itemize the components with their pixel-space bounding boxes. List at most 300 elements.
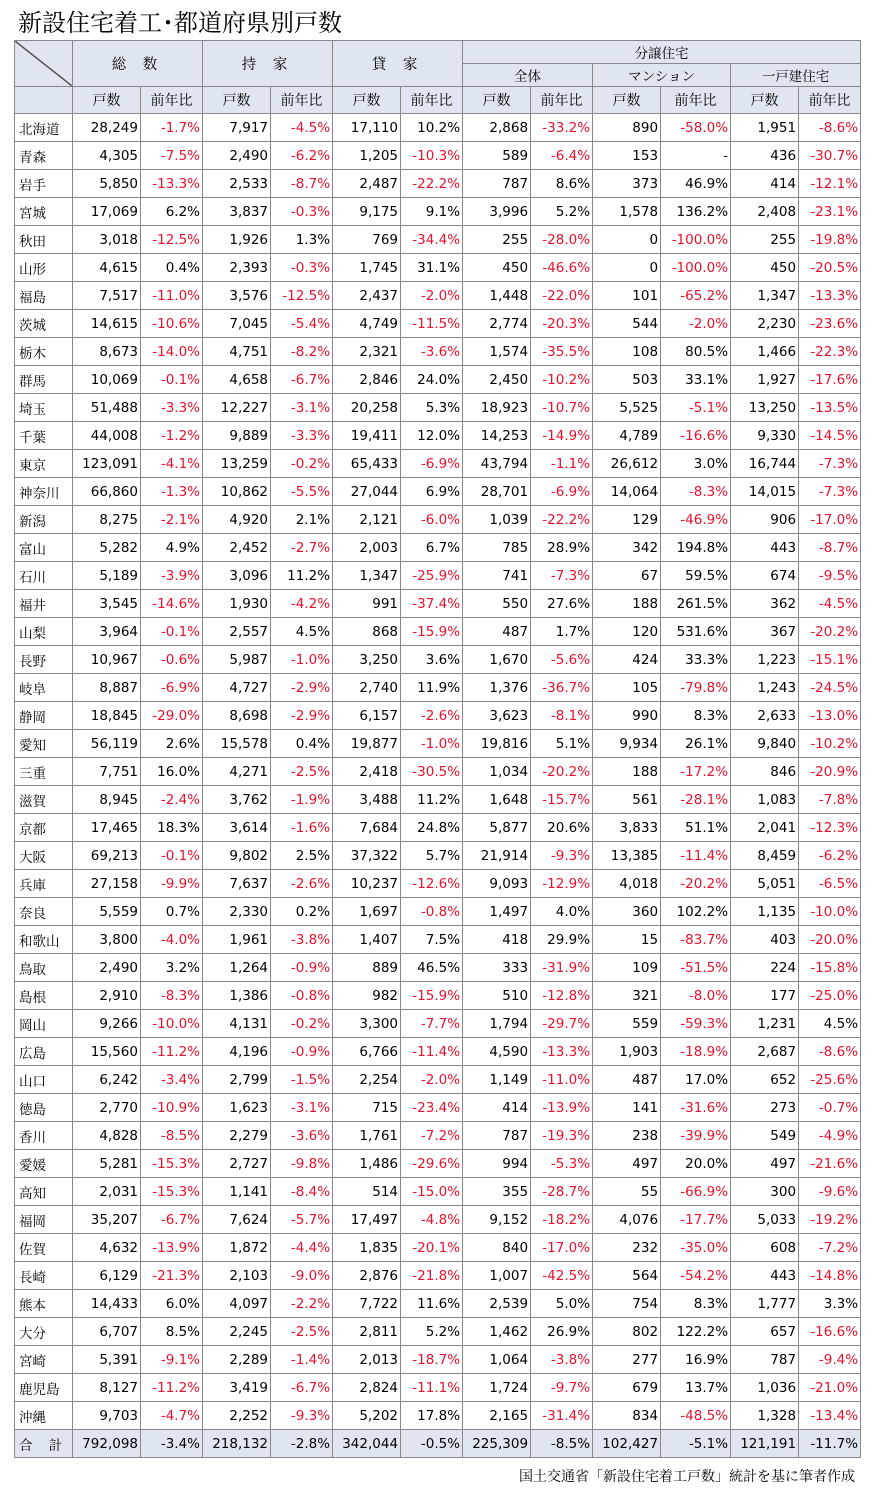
own-units-cell: 3,419 <box>203 1374 271 1402</box>
rent-units-cell: 4,749 <box>333 310 401 338</box>
total-units-cell: 6,707 <box>73 1318 141 1346</box>
mansion-yoy-cell: 13.7% <box>661 1374 731 1402</box>
own-units-cell: 4,920 <box>203 506 271 534</box>
table-row <box>15 506 861 534</box>
detached-units-cell: 787 <box>731 1346 799 1374</box>
table-row <box>15 618 861 646</box>
mansion-units-cell: 102,427 <box>593 1430 661 1458</box>
detached-yoy-cell: -30.7% <box>799 142 861 170</box>
detached-units-cell: 906 <box>731 506 799 534</box>
detached-yoy-cell: -20.5% <box>799 254 861 282</box>
total-yoy-cell: -8.3% <box>141 982 203 1010</box>
total-yoy-cell: -1.2% <box>141 422 203 450</box>
table-row <box>15 814 861 842</box>
own-units-cell: 3,576 <box>203 282 271 310</box>
own-yoy-cell: -0.9% <box>271 1038 333 1066</box>
total-yoy-cell: 16.0% <box>141 758 203 786</box>
rent-yoy-cell: -1.0% <box>401 730 463 758</box>
mansion-yoy-cell: 3.0% <box>661 450 731 478</box>
mansion-yoy-cell: 33.3% <box>661 646 731 674</box>
own-units-cell: 2,279 <box>203 1122 271 1150</box>
sale-all-units-cell: 43,794 <box>463 450 531 478</box>
header-units: 戸数 <box>203 87 271 114</box>
rent-units-cell: 2,876 <box>333 1262 401 1290</box>
sale-all-units-cell: 450 <box>463 254 531 282</box>
sale-all-yoy-cell: -8.5% <box>531 1430 593 1458</box>
total-units-cell: 44,008 <box>73 422 141 450</box>
own-units-cell: 2,557 <box>203 618 271 646</box>
detached-yoy-cell: -25.0% <box>799 982 861 1010</box>
own-yoy-cell: -6.7% <box>271 1374 333 1402</box>
mansion-units-cell: 14,064 <box>593 478 661 506</box>
sale-all-yoy-cell: -15.7% <box>531 786 593 814</box>
own-yoy-cell: 4.5% <box>271 618 333 646</box>
sale-all-yoy-cell: -19.3% <box>531 1122 593 1150</box>
rent-units-cell: 1,205 <box>333 142 401 170</box>
detached-units-cell: 608 <box>731 1234 799 1262</box>
table-row <box>15 310 861 338</box>
table-row <box>15 338 861 366</box>
rent-units-cell: 889 <box>333 954 401 982</box>
detached-units-cell: 674 <box>731 562 799 590</box>
mansion-yoy-cell: -79.8% <box>661 674 731 702</box>
sale-all-units-cell: 9,152 <box>463 1206 531 1234</box>
detached-yoy-cell: -8.6% <box>799 114 861 142</box>
table-row <box>15 1374 861 1402</box>
mansion-yoy-cell: 26.1% <box>661 730 731 758</box>
prefecture-cell: 高知 <box>15 1178 73 1206</box>
sale-all-yoy-cell: 4.0% <box>531 898 593 926</box>
prefecture-cell: 鹿児島 <box>15 1374 73 1402</box>
sale-all-units-cell: 1,462 <box>463 1318 531 1346</box>
sale-all-units-cell: 787 <box>463 170 531 198</box>
own-units-cell: 2,330 <box>203 898 271 926</box>
rent-yoy-cell: -12.6% <box>401 870 463 898</box>
header-blank <box>15 87 73 114</box>
own-yoy-cell: -6.7% <box>271 366 333 394</box>
total-yoy-cell: -6.9% <box>141 674 203 702</box>
table-row <box>15 226 861 254</box>
total-yoy-cell: -1.3% <box>141 478 203 506</box>
detached-yoy-cell: -12.3% <box>799 814 861 842</box>
total-units-cell: 2,770 <box>73 1094 141 1122</box>
detached-units-cell: 16,744 <box>731 450 799 478</box>
detached-yoy-cell: -7.2% <box>799 1234 861 1262</box>
total-units-cell: 2,031 <box>73 1178 141 1206</box>
header-units: 戸数 <box>73 87 141 114</box>
detached-units-cell: 1,036 <box>731 1374 799 1402</box>
mansion-units-cell: 109 <box>593 954 661 982</box>
total-units-cell: 8,275 <box>73 506 141 534</box>
mansion-units-cell: 105 <box>593 674 661 702</box>
table-row <box>15 478 861 506</box>
rent-units-cell: 20,258 <box>333 394 401 422</box>
own-yoy-cell: -9.0% <box>271 1262 333 1290</box>
mansion-yoy-cell: -16.6% <box>661 422 731 450</box>
mansion-yoy-cell: 102.2% <box>661 898 731 926</box>
table-row <box>15 254 861 282</box>
table-row <box>15 142 861 170</box>
table-row <box>15 282 861 310</box>
table-row <box>15 926 861 954</box>
total-units-cell: 7,517 <box>73 282 141 310</box>
total-yoy-cell: 3.2% <box>141 954 203 982</box>
header-units: 戸数 <box>731 87 799 114</box>
mansion-yoy-cell: 8.3% <box>661 1290 731 1318</box>
rent-yoy-cell: 7.5% <box>401 926 463 954</box>
prefecture-cell: 愛媛 <box>15 1150 73 1178</box>
prefecture-cell: 東京 <box>15 450 73 478</box>
rent-units-cell: 19,877 <box>333 730 401 758</box>
prefecture-cell: 北海道 <box>15 114 73 142</box>
detached-units-cell: 9,840 <box>731 730 799 758</box>
total-units-cell: 66,860 <box>73 478 141 506</box>
detached-yoy-cell: 3.3% <box>799 1290 861 1318</box>
total-units-cell: 2,910 <box>73 982 141 1010</box>
sale-all-yoy-cell: 29.9% <box>531 926 593 954</box>
own-units-cell: 218,132 <box>203 1430 271 1458</box>
own-yoy-cell: -2.5% <box>271 1318 333 1346</box>
total-units-cell: 3,018 <box>73 226 141 254</box>
rent-units-cell: 1,761 <box>333 1122 401 1150</box>
rent-units-cell: 2,003 <box>333 534 401 562</box>
mansion-yoy-cell: 261.5% <box>661 590 731 618</box>
sale-all-units-cell: 5,877 <box>463 814 531 842</box>
mansion-units-cell: 4,789 <box>593 422 661 450</box>
mansion-yoy-cell: -8.0% <box>661 982 731 1010</box>
mansion-units-cell: 990 <box>593 702 661 730</box>
sale-all-yoy-cell: -13.9% <box>531 1094 593 1122</box>
total-yoy-cell: -12.5% <box>141 226 203 254</box>
mansion-units-cell: 141 <box>593 1094 661 1122</box>
sale-all-yoy-cell: 28.9% <box>531 534 593 562</box>
sale-all-units-cell: 2,539 <box>463 1290 531 1318</box>
table-row <box>15 1010 861 1038</box>
table-row <box>15 114 861 142</box>
mansion-yoy-cell: -58.0% <box>661 114 731 142</box>
rent-yoy-cell: 3.6% <box>401 646 463 674</box>
total-units-cell: 4,828 <box>73 1122 141 1150</box>
own-yoy-cell: 2.1% <box>271 506 333 534</box>
detached-yoy-cell: -13.3% <box>799 282 861 310</box>
own-yoy-cell: -12.5% <box>271 282 333 310</box>
rent-yoy-cell: 17.8% <box>401 1402 463 1430</box>
total-units-cell: 17,465 <box>73 814 141 842</box>
mansion-units-cell: 544 <box>593 310 661 338</box>
rent-yoy-cell: -0.5% <box>401 1430 463 1458</box>
own-yoy-cell: -2.6% <box>271 870 333 898</box>
table-row <box>15 534 861 562</box>
rent-units-cell: 868 <box>333 618 401 646</box>
rent-units-cell: 2,321 <box>333 338 401 366</box>
sale-all-yoy-cell: -7.3% <box>531 562 593 590</box>
mansion-yoy-cell: -51.5% <box>661 954 731 982</box>
mansion-units-cell: 503 <box>593 366 661 394</box>
header-yoy: 前年比 <box>271 87 333 114</box>
prefecture-cell: 滋賀 <box>15 786 73 814</box>
sale-all-units-cell: 1,670 <box>463 646 531 674</box>
total-yoy-cell: -3.9% <box>141 562 203 590</box>
total-units-cell: 123,091 <box>73 450 141 478</box>
own-yoy-cell: 2.5% <box>271 842 333 870</box>
mansion-yoy-cell: -54.2% <box>661 1262 731 1290</box>
header-total: 総 数 <box>73 41 203 87</box>
detached-units-cell: 1,328 <box>731 1402 799 1430</box>
total-yoy-cell: 0.4% <box>141 254 203 282</box>
mansion-units-cell: 238 <box>593 1122 661 1150</box>
rent-units-cell: 1,745 <box>333 254 401 282</box>
detached-units-cell: 403 <box>731 926 799 954</box>
own-units-cell: 2,533 <box>203 170 271 198</box>
rent-units-cell: 2,013 <box>333 1346 401 1374</box>
total-units-cell: 8,887 <box>73 674 141 702</box>
sale-all-yoy-cell: -31.9% <box>531 954 593 982</box>
rent-yoy-cell: -10.3% <box>401 142 463 170</box>
header-yoy: 前年比 <box>799 87 861 114</box>
table-row <box>15 1206 861 1234</box>
table-row <box>15 562 861 590</box>
table-row <box>15 870 861 898</box>
mansion-units-cell: 424 <box>593 646 661 674</box>
prefecture-cell: 奈良 <box>15 898 73 926</box>
prefecture-cell: 三重 <box>15 758 73 786</box>
table-row <box>15 170 861 198</box>
sale-all-units-cell: 741 <box>463 562 531 590</box>
own-yoy-cell: -3.8% <box>271 926 333 954</box>
prefecture-cell: 茨城 <box>15 310 73 338</box>
table-row <box>15 702 861 730</box>
sale-all-units-cell: 21,914 <box>463 842 531 870</box>
own-units-cell: 13,259 <box>203 450 271 478</box>
header-units: 戸数 <box>593 87 661 114</box>
own-yoy-cell: -5.4% <box>271 310 333 338</box>
rent-yoy-cell: 31.1% <box>401 254 463 282</box>
prefecture-cell: 愛知 <box>15 730 73 758</box>
mansion-yoy-cell: 59.5% <box>661 562 731 590</box>
table-row <box>15 198 861 226</box>
rent-yoy-cell: -37.4% <box>401 590 463 618</box>
detached-yoy-cell: -21.0% <box>799 1374 861 1402</box>
rent-units-cell: 7,684 <box>333 814 401 842</box>
sale-all-yoy-cell: -18.2% <box>531 1206 593 1234</box>
table-row <box>15 1178 861 1206</box>
prefecture-cell: 群馬 <box>15 366 73 394</box>
total-yoy-cell: -0.6% <box>141 646 203 674</box>
sale-all-yoy-cell: -5.6% <box>531 646 593 674</box>
own-units-cell: 4,658 <box>203 366 271 394</box>
rent-units-cell: 2,437 <box>333 282 401 310</box>
table-row <box>15 1346 861 1374</box>
detached-units-cell: 177 <box>731 982 799 1010</box>
total-units-cell: 3,800 <box>73 926 141 954</box>
detached-units-cell: 1,466 <box>731 338 799 366</box>
own-units-cell: 7,624 <box>203 1206 271 1234</box>
mansion-yoy-cell: -28.1% <box>661 786 731 814</box>
detached-yoy-cell: -8.7% <box>799 534 861 562</box>
rent-yoy-cell: 10.2% <box>401 114 463 142</box>
detached-yoy-cell: -20.2% <box>799 618 861 646</box>
mansion-yoy-cell: -100.0% <box>661 226 731 254</box>
sale-all-yoy-cell: -1.1% <box>531 450 593 478</box>
prefecture-cell: 栃木 <box>15 338 73 366</box>
table-row <box>15 1038 861 1066</box>
own-units-cell: 8,698 <box>203 702 271 730</box>
sale-all-yoy-cell: -20.3% <box>531 310 593 338</box>
detached-yoy-cell: -9.4% <box>799 1346 861 1374</box>
table-row <box>15 1150 861 1178</box>
sale-all-yoy-cell: -9.3% <box>531 842 593 870</box>
sale-all-units-cell: 3,996 <box>463 198 531 226</box>
detached-yoy-cell: -7.8% <box>799 786 861 814</box>
total-units-cell: 3,545 <box>73 590 141 618</box>
total-yoy-cell: 6.0% <box>141 1290 203 1318</box>
prefecture-cell: 大阪 <box>15 842 73 870</box>
detached-units-cell: 224 <box>731 954 799 982</box>
own-yoy-cell: 1.3% <box>271 226 333 254</box>
sale-all-yoy-cell: -6.9% <box>531 478 593 506</box>
table-row <box>15 1094 861 1122</box>
detached-yoy-cell: -21.6% <box>799 1150 861 1178</box>
sale-all-yoy-cell: -12.8% <box>531 982 593 1010</box>
own-units-cell: 3,762 <box>203 786 271 814</box>
sale-all-yoy-cell: -29.7% <box>531 1010 593 1038</box>
mansion-units-cell: 754 <box>593 1290 661 1318</box>
total-yoy-cell: -1.7% <box>141 114 203 142</box>
sale-all-yoy-cell: -10.2% <box>531 366 593 394</box>
rent-units-cell: 17,110 <box>333 114 401 142</box>
sale-all-units-cell: 787 <box>463 1122 531 1150</box>
detached-yoy-cell: -17.0% <box>799 506 861 534</box>
detached-units-cell: 443 <box>731 534 799 562</box>
mansion-yoy-cell: 17.0% <box>661 1066 731 1094</box>
rent-yoy-cell: 6.9% <box>401 478 463 506</box>
rent-yoy-cell: -3.6% <box>401 338 463 366</box>
total-yoy-cell: -2.4% <box>141 786 203 814</box>
detached-units-cell: 657 <box>731 1318 799 1346</box>
mansion-units-cell: 67 <box>593 562 661 590</box>
total-yoy-cell: -9.1% <box>141 1346 203 1374</box>
own-yoy-cell: -2.5% <box>271 758 333 786</box>
rent-yoy-cell: -6.9% <box>401 450 463 478</box>
mansion-yoy-cell: -18.9% <box>661 1038 731 1066</box>
sale-all-units-cell: 994 <box>463 1150 531 1178</box>
table-row <box>15 898 861 926</box>
own-units-cell: 7,917 <box>203 114 271 142</box>
own-yoy-cell: -1.6% <box>271 814 333 842</box>
page-title: 新設住宅着工･都道府県別戸数 <box>18 9 342 37</box>
mansion-yoy-cell: 122.2% <box>661 1318 731 1346</box>
mansion-units-cell: 564 <box>593 1262 661 1290</box>
rent-units-cell: 7,722 <box>333 1290 401 1318</box>
rent-units-cell: 1,407 <box>333 926 401 954</box>
table-row <box>15 422 861 450</box>
mansion-yoy-cell: 51.1% <box>661 814 731 842</box>
prefecture-cell: 神奈川 <box>15 478 73 506</box>
total-yoy-cell: -14.6% <box>141 590 203 618</box>
sale-all-units-cell: 19,816 <box>463 730 531 758</box>
total-yoy-cell: 4.9% <box>141 534 203 562</box>
prefecture-cell: 佐賀 <box>15 1234 73 1262</box>
detached-units-cell: 300 <box>731 1178 799 1206</box>
own-yoy-cell: -3.3% <box>271 422 333 450</box>
detached-units-cell: 2,041 <box>731 814 799 842</box>
total-yoy-cell: -13.3% <box>141 170 203 198</box>
own-units-cell: 2,490 <box>203 142 271 170</box>
own-units-cell: 3,614 <box>203 814 271 842</box>
total-yoy-cell: -0.1% <box>141 366 203 394</box>
header-sale-all: 全体 <box>463 64 593 87</box>
own-yoy-cell: -8.7% <box>271 170 333 198</box>
rent-yoy-cell: 11.9% <box>401 674 463 702</box>
detached-units-cell: 497 <box>731 1150 799 1178</box>
own-units-cell: 12,227 <box>203 394 271 422</box>
mansion-yoy-cell: 16.9% <box>661 1346 731 1374</box>
mansion-yoy-cell: -31.6% <box>661 1094 731 1122</box>
rent-units-cell: 6,157 <box>333 702 401 730</box>
header-yoy: 前年比 <box>401 87 463 114</box>
prefecture-cell: 長崎 <box>15 1262 73 1290</box>
rent-units-cell: 2,811 <box>333 1318 401 1346</box>
own-yoy-cell: -2.9% <box>271 702 333 730</box>
detached-yoy-cell: -25.6% <box>799 1066 861 1094</box>
detached-yoy-cell: -11.7% <box>799 1430 861 1458</box>
total-units-cell: 15,560 <box>73 1038 141 1066</box>
sale-all-units-cell: 2,165 <box>463 1402 531 1430</box>
detached-units-cell: 2,633 <box>731 702 799 730</box>
own-yoy-cell: -8.2% <box>271 338 333 366</box>
own-yoy-cell: 0.4% <box>271 730 333 758</box>
sale-all-units-cell: 1,497 <box>463 898 531 926</box>
detached-units-cell: 1,135 <box>731 898 799 926</box>
detached-yoy-cell: -22.3% <box>799 338 861 366</box>
mansion-yoy-cell: 8.3% <box>661 702 731 730</box>
total-yoy-cell: -3.3% <box>141 394 203 422</box>
rent-units-cell: 2,121 <box>333 506 401 534</box>
rent-units-cell: 3,250 <box>333 646 401 674</box>
prefecture-cell: 合 計 <box>15 1430 73 1458</box>
rent-units-cell: 514 <box>333 1178 401 1206</box>
sale-all-units-cell: 9,093 <box>463 870 531 898</box>
own-units-cell: 7,637 <box>203 870 271 898</box>
mansion-yoy-cell: - <box>661 142 731 170</box>
rent-units-cell: 65,433 <box>333 450 401 478</box>
sale-all-units-cell: 225,309 <box>463 1430 531 1458</box>
detached-yoy-cell: 4.5% <box>799 1010 861 1038</box>
sale-all-units-cell: 550 <box>463 590 531 618</box>
sale-all-units-cell: 1,034 <box>463 758 531 786</box>
table-row <box>15 590 861 618</box>
mansion-yoy-cell: -17.7% <box>661 1206 731 1234</box>
total-yoy-cell: -8.5% <box>141 1122 203 1150</box>
detached-units-cell: 273 <box>731 1094 799 1122</box>
own-yoy-cell: -1.5% <box>271 1066 333 1094</box>
rent-yoy-cell: 46.5% <box>401 954 463 982</box>
mansion-units-cell: 497 <box>593 1150 661 1178</box>
rent-yoy-cell: -2.0% <box>401 1066 463 1094</box>
sale-all-yoy-cell: 5.2% <box>531 198 593 226</box>
mansion-units-cell: 108 <box>593 338 661 366</box>
total-yoy-cell: -15.3% <box>141 1178 203 1206</box>
total-units-cell: 28,249 <box>73 114 141 142</box>
prefecture-cell: 兵庫 <box>15 870 73 898</box>
prefecture-cell: 福島 <box>15 282 73 310</box>
sale-all-units-cell: 1,794 <box>463 1010 531 1038</box>
detached-units-cell: 436 <box>731 142 799 170</box>
own-units-cell: 2,393 <box>203 254 271 282</box>
mansion-units-cell: 13,385 <box>593 842 661 870</box>
rent-units-cell: 715 <box>333 1094 401 1122</box>
rent-yoy-cell: -2.0% <box>401 282 463 310</box>
